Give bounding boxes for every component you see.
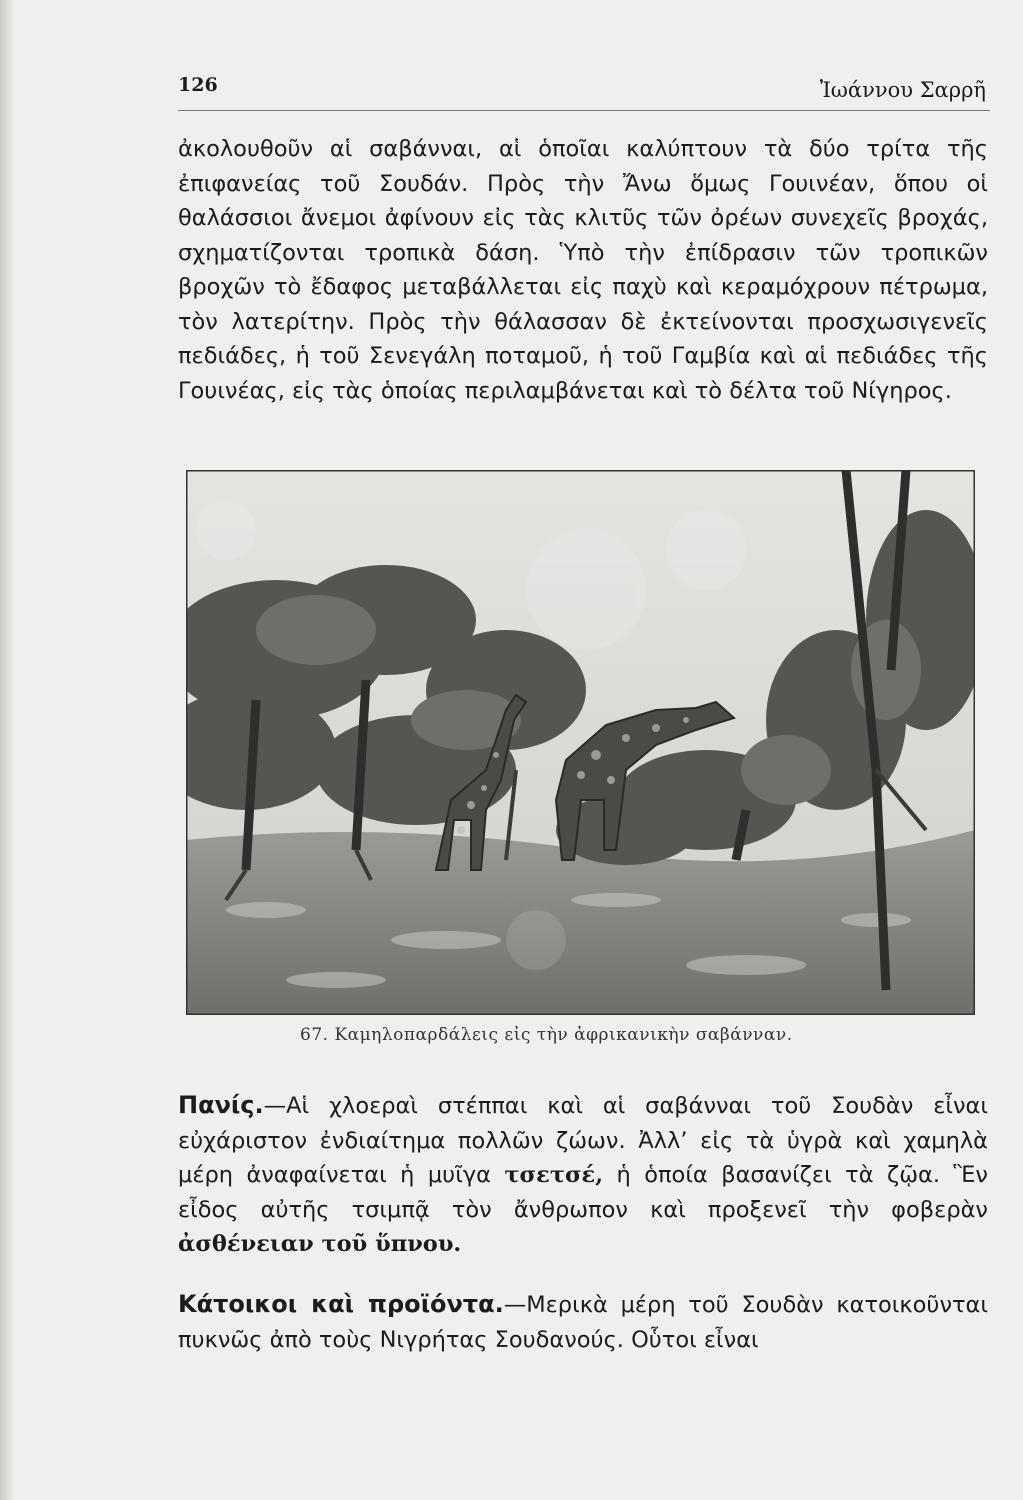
section-heading-inhabitants: Κάτοικοι καὶ προϊόντα.: [178, 1290, 504, 1318]
figure-giraffes-photo: [186, 470, 975, 1015]
tsetse-term: τσετσέ,: [504, 1162, 604, 1188]
sleeping-sickness-term: ἀσθένειαν τοῦ ὕπνου.: [178, 1231, 462, 1257]
paragraph-fauna: [178, 1088, 988, 1262]
section-heading-fauna: Πανίς.: [178, 1091, 264, 1119]
figure-caption: 67. Καμηλοπαρδάλεις εἰς τὴν ἀφρικανικὴν σαβάνναν.: [300, 1025, 793, 1045]
paragraph-savannas: ἀκολουθοῦν αἱ σαβάνναι, αἱ ὁποῖαι καλύπτουν τὰ δύο τρίτα τῆς ἐπιφανείας τοῦ Σουδάν. Πρὸς τὴν Ἄνω ὅμως Γουινέαν, ὅπου οἱ θαλάσσιοι ἄνεμοι ἀφίνουν εἰς τὰς κλιτῦς τῶν ὀρέων συνεχεῖς βροχάς, σχηματίζονται τροπικὰ δάση. Ὑπὸ τὴν ἐπίδρασιν τῶν τροπικῶν βροχῶν τὸ ἔδαφος μεταβάλλεται εἰς παχὺ καὶ κεραμόχρουν πέτρωμα, τὸν λατερίτην. Πρὸς τὴν θάλασσαν δὲ ἐκτείνονται προσχωσιγενεῖς πεδιάδες, ἡ τοῦ Σενεγάλη ποταμοῦ, ἡ τοῦ Γαμβία καὶ αἱ πεδιάδες τῆς Γουινέας, εἰς τὰς ὁποίας περιλαμβάνεται καὶ τὸ δέλτα τοῦ Νίγηρος.: [178, 136, 988, 404]
page-number: 126: [178, 74, 218, 96]
paragraph-inhabitants: [178, 1287, 988, 1357]
fauna-text-part1: —Αἱ χλοεραὶ στέππαι καὶ αἱ σαβάνναι τοῦ Σουδὰν εἶναι εὐχάριστον ἐνδιαίτημα πολλῶν ζώων. Ἀλλ’ εἰς τὰ ὑγρὰ καὶ χαμηλὰ μέρη ἀναφαίνεται ἡ μυῖγα: [178, 1093, 988, 1188]
running-head: Ἰωάννου Σαρρῆ: [819, 78, 986, 102]
page-header: [178, 70, 990, 111]
giraffes-savanna-photo: [186, 470, 975, 1015]
inhabitants-text: —Μερικὰ μέρη τοῦ Σουδὰν κατοικοῦνται πυκνῶς ἀπὸ τοὺς Νιγρήτας Σουδανούς. Οὗτοι εἶναι: [178, 1292, 989, 1353]
page-edge-shadow: [0, 0, 14, 1500]
fauna-text-part2: ἡ ὁποία βασανίζει τὰ ζῷα. Ἓν εἶδος αὐτῆς τσιμπᾷ τὸν ἄνθρωπον καὶ προξενεῖ τὴν φοβερὰν: [178, 1162, 988, 1223]
